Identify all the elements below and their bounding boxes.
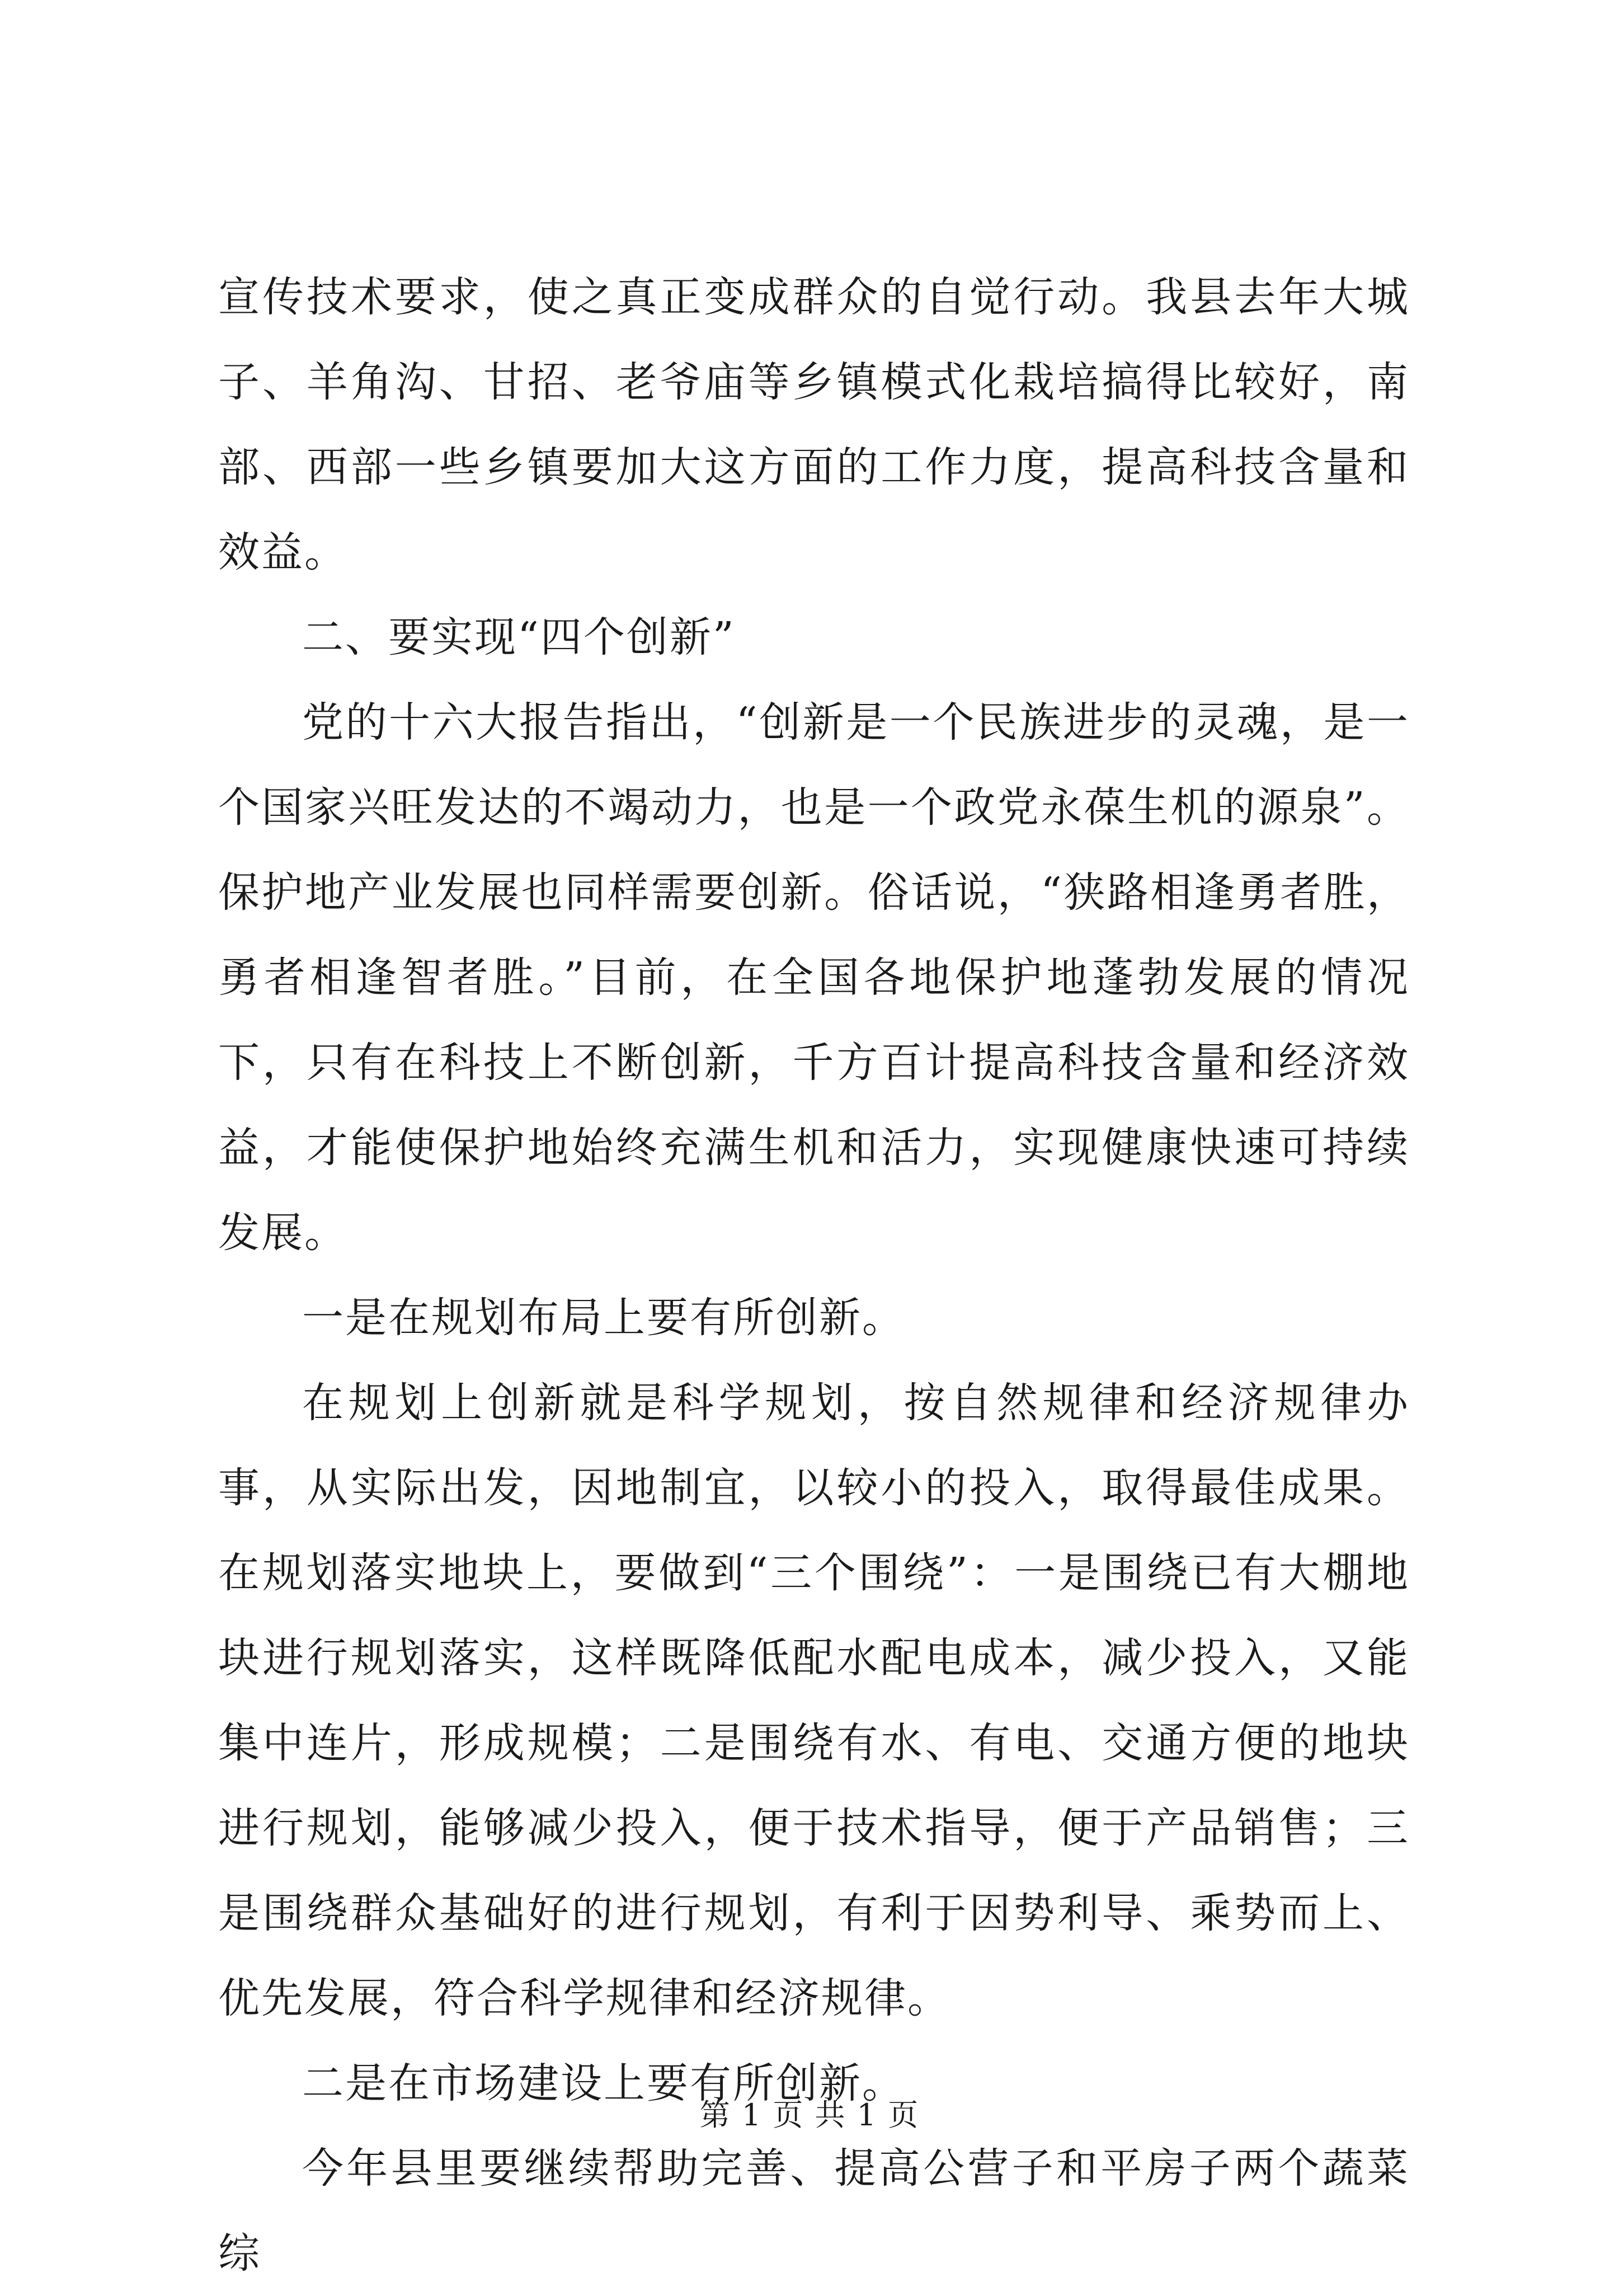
paragraph-1: 宣传技术要求，使之真正变成群众的自觉行动。我县去年大城子、羊角沟、甘招、老爷庙等乡镇模式化栽培搞得比较好，南部、西部一些乡镇要加大这方面的工作力度，提高科技含量和效益。 bbox=[218, 273, 1410, 576]
subheading-planning-innovation: 一是在规划布局上要有所创新。 bbox=[302, 1294, 905, 1342]
paragraph-innovation-intro: 党的十六大报告指出，“创新是一个民族进步的灵魂，是一个国家兴旺发达的不竭动力，也是一个政党永葆生机的源泉”。保护地产业发展也同样需要创新。俗话说，“狭路相逢勇者胜，勇者相逢智者胜。”目前，在全国各地保护地蓬勃发展的情况下，只有在科技上不断创新，千方百计提高科技含量和经济效益，才能使保护地始终充满生机和活力，实现健康快速可持续发展。 bbox=[218, 698, 1410, 1257]
document-body bbox=[218, 255, 1410, 2296]
page-number-footer: 第 1 页 共 1 页 bbox=[699, 2097, 920, 2133]
section-heading-four-innovations: 二、要实现“四个创新” bbox=[302, 613, 736, 661]
subheading-market-innovation: 二是在市场建设上要有所创新。 bbox=[302, 2059, 905, 2107]
paragraph-market: 今年县里要继续帮助完善、提高公营子和平房子两个蔬菜综 bbox=[218, 2144, 1410, 2278]
paragraph-planning: 在规划上创新就是科学规划，按自然规律和经济规律办事，从实际出发，因地制宜，以较小的投入，取得最佳成果。在规划落实地块上，要做到“三个围绕”：一是围绕已有大棚地块进行规划落实，这样既降低配水配电成本，减少投入，又能集中连片，形成规模；二是围绕有水、有电、交通方便的地块进行规划，能够减少投入，便于技术指导，便于产品销售；三是围绕群众基础好的进行规划，有利于因势利导、乘势而上、优先发展，符合科学规律和经济规律。 bbox=[218, 1379, 1410, 2022]
